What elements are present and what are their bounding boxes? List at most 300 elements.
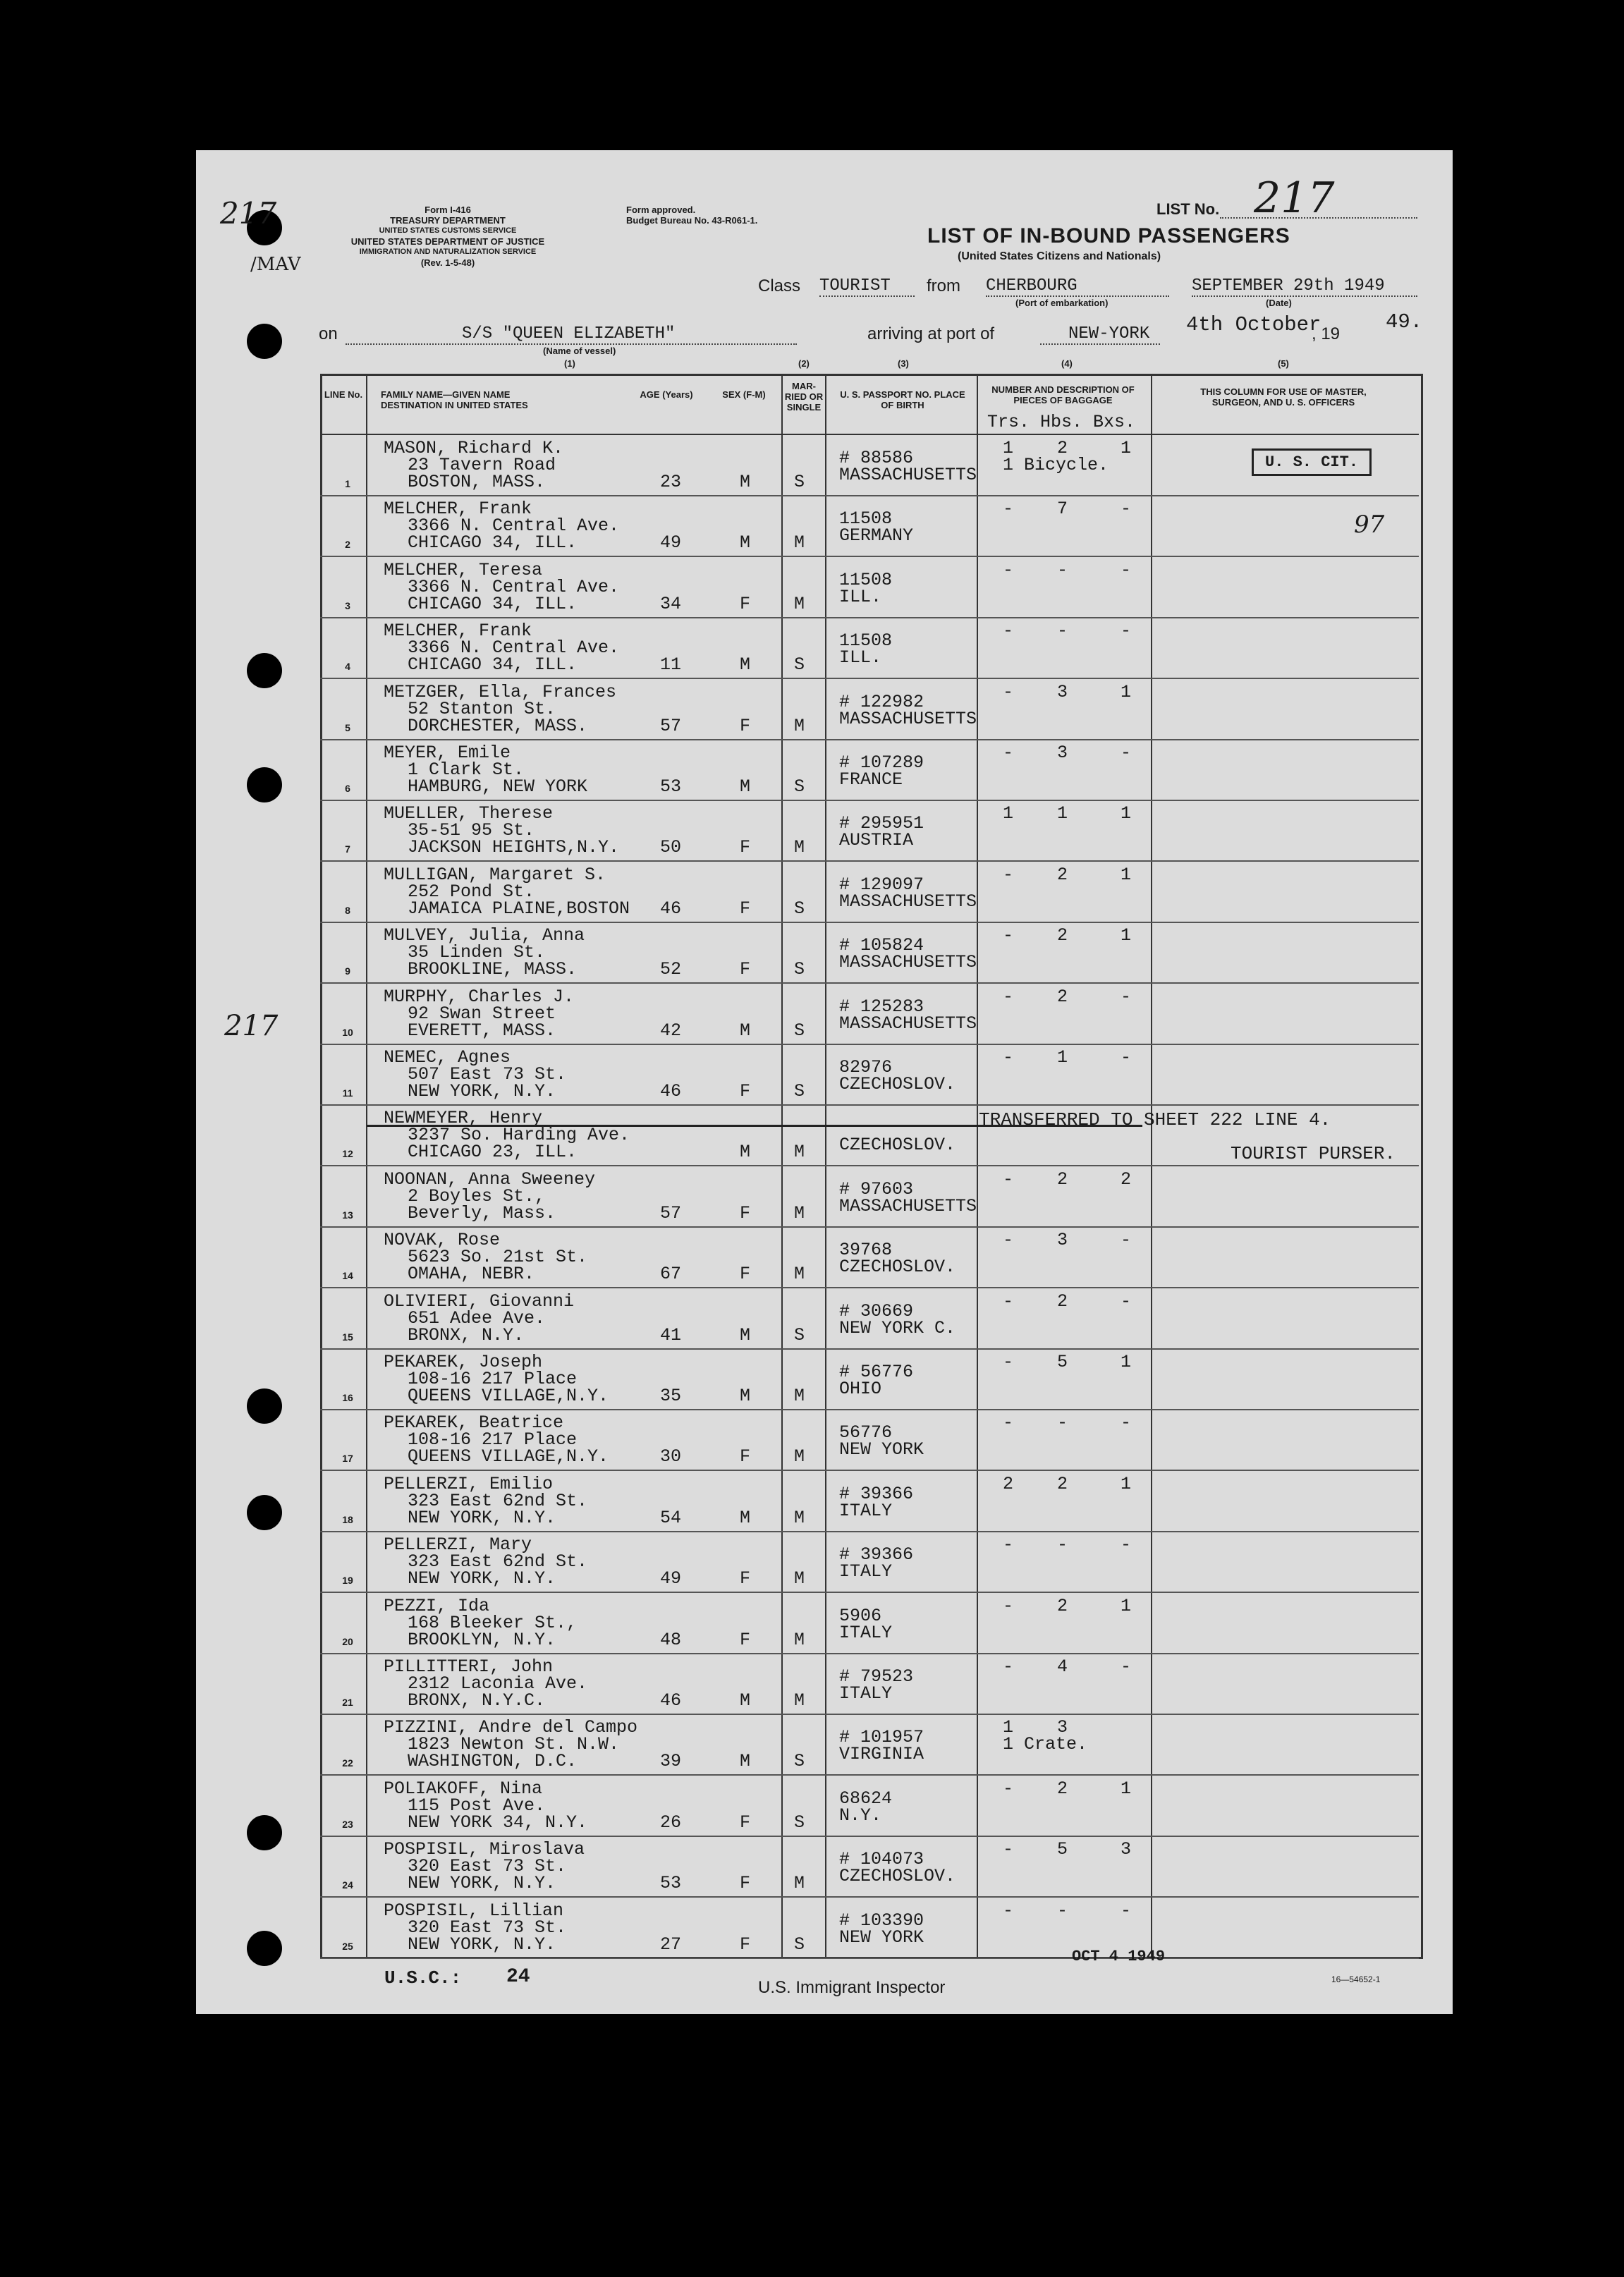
sex: M — [740, 654, 751, 675]
marital-status: M — [794, 1386, 805, 1406]
baggage-trunks: - — [1003, 560, 1014, 580]
marital-status: S — [794, 959, 805, 979]
birth-place: MASSACHUSETTS — [839, 891, 977, 912]
sex: M — [740, 1386, 751, 1406]
passenger-name: OLIVIERI, Giovanni — [384, 1291, 575, 1312]
birth-place: N.Y. — [839, 1805, 882, 1826]
passenger-name: PEKAREK, Beatrice — [384, 1412, 564, 1433]
passport-number: # 39366 — [839, 1544, 914, 1565]
age: 27 — [660, 1934, 682, 1955]
col-header-married: MAR-RIED OR SINGLE — [784, 381, 824, 413]
baggage-boxes: 2 — [1121, 1169, 1132, 1190]
row-divider — [320, 678, 1419, 679]
city-line: NEW YORK, N.Y. — [408, 1508, 556, 1528]
table-row — [320, 984, 1419, 1046]
table-row — [320, 1472, 1419, 1533]
sex: F — [740, 898, 751, 919]
line-number: 25 — [342, 1941, 353, 1952]
form-number: Form I-416 — [425, 204, 471, 215]
line-number: 23 — [342, 1819, 353, 1830]
city-line: QUEENS VILLAGE,N.Y. — [408, 1446, 609, 1467]
city-line: NEW YORK, N.Y. — [408, 1873, 556, 1893]
marital-status: S — [794, 1081, 805, 1101]
baggage-boxes: 1 — [1121, 438, 1132, 458]
baggage-boxes: 1 — [1121, 682, 1132, 702]
marital-status: S — [794, 1934, 805, 1955]
passenger-name: METZGER, Ella, Frances — [384, 682, 617, 702]
city-line: BRONX, N.Y. — [408, 1325, 525, 1345]
sex: M — [740, 1020, 751, 1041]
form-agency-block — [331, 204, 564, 268]
passenger-name: MEYER, Emile — [384, 743, 511, 763]
table-row — [320, 1715, 1419, 1776]
baggage-trunks: - — [1003, 1839, 1014, 1860]
line-number: 1 — [345, 478, 350, 489]
treasury-dept: TREASURY DEPARTMENT — [390, 215, 506, 226]
passenger-name: PEKAREK, Joseph — [384, 1352, 543, 1372]
sex: F — [740, 1630, 751, 1650]
birth-place: VIRGINIA — [839, 1744, 924, 1764]
line-number: 21 — [342, 1697, 353, 1708]
baggage-handbags: 1 — [1057, 803, 1068, 824]
sex: F — [740, 1812, 751, 1833]
address-line: 35 Linden St. — [408, 942, 546, 963]
row-divider — [320, 982, 1419, 984]
city-line: NEW YORK, N.Y. — [408, 1934, 556, 1955]
marital-status: S — [794, 1812, 805, 1833]
baggage-trunks: - — [1003, 1778, 1014, 1799]
approval-block: Form approved. Budget Bureau No. 43-R061-1. — [626, 204, 758, 226]
birth-place: CZECHOSLOV. — [839, 1257, 956, 1277]
baggage-handbags: 2 — [1057, 1778, 1068, 1799]
baggage-boxes: - — [1121, 1900, 1132, 1921]
passport-number: # 105824 — [839, 935, 924, 956]
arrival-port: NEW-YORK — [1040, 324, 1160, 345]
passport-number: # 295951 — [839, 813, 924, 834]
col-number-3: (3) — [898, 358, 909, 369]
age: 53 — [660, 776, 682, 797]
passenger-name: PELLERZI, Emilio — [384, 1474, 554, 1494]
table-row — [320, 680, 1419, 741]
address-line: 5623 So. 21st St. — [408, 1247, 588, 1267]
passport-number: # 107289 — [839, 752, 924, 773]
city-line: OMAHA, NEBR. — [408, 1264, 535, 1284]
marital-status: M — [794, 1203, 805, 1223]
table-row — [320, 1594, 1419, 1655]
baggage-trunks: - — [1003, 621, 1014, 641]
birth-place: MASSACHUSETTS — [839, 952, 977, 972]
address-line: 320 East 73 St. — [408, 1917, 567, 1938]
arriving-label: arriving at port of — [867, 324, 995, 343]
age: 34 — [660, 594, 682, 614]
sex: F — [740, 959, 751, 979]
passport-number: 11508 — [839, 630, 893, 651]
age: 23 — [660, 472, 682, 492]
table-row — [320, 1167, 1419, 1228]
line-number: 15 — [342, 1331, 353, 1343]
passenger-name: MURPHY, Charles J. — [384, 987, 575, 1007]
age: 35 — [660, 1386, 682, 1406]
baggage-trunks: - — [1003, 1534, 1014, 1555]
inspection-date-stamp: OCT 4 1949 — [1072, 1948, 1166, 1965]
line-number: 22 — [342, 1757, 353, 1769]
table-row — [320, 436, 1419, 497]
city-line: BOSTON, MASS. — [408, 472, 546, 492]
list-no-label: LIST No. — [1156, 200, 1220, 218]
passenger-name: MULVEY, Julia, Anna — [384, 925, 585, 946]
usc-label: U.S.C.: — [384, 1967, 462, 1989]
page-subtitle: (United States Citizens and Nationals) — [958, 250, 1161, 262]
age: 46 — [660, 1690, 682, 1711]
baggage-boxes: 3 — [1121, 1839, 1132, 1860]
page-title: LIST OF IN-BOUND PASSENGERS — [927, 224, 1290, 248]
passenger-name: MELCHER, Teresa — [384, 560, 543, 580]
usc-count: 24 — [506, 1966, 530, 1988]
passenger-name: PELLERZI, Mary — [384, 1534, 532, 1555]
age: 46 — [660, 1081, 682, 1101]
address-line: 320 East 73 St. — [408, 1856, 567, 1876]
revision: (Rev. 1-5-48) — [420, 257, 475, 268]
baggage-boxes: 1 — [1121, 1596, 1132, 1616]
address-line: 1823 Newton St. N.W. — [408, 1734, 620, 1754]
line-number: 10 — [342, 1027, 353, 1038]
birth-place: MASSACHUSETTS — [839, 1196, 977, 1216]
list-no-value: 217 — [1254, 173, 1335, 223]
address-line: 323 East 62nd St. — [408, 1491, 588, 1511]
marital-status: M — [794, 1264, 805, 1284]
sex: F — [740, 1873, 751, 1893]
address-line: 2 Boyles St., — [408, 1186, 546, 1207]
baggage-boxes: 1 — [1121, 1474, 1132, 1494]
baggage-trunks: - — [1003, 925, 1014, 946]
baggage-handbags: 5 — [1057, 1839, 1068, 1860]
passport-number: # 39366 — [839, 1484, 914, 1504]
city-line: JAMAICA PLAINE,BOSTON — [408, 898, 630, 919]
birth-place: MASSACHUSETTS — [839, 1013, 977, 1034]
passport-number: 82976 — [839, 1057, 893, 1078]
marital-status: S — [794, 1020, 805, 1041]
row-divider — [320, 556, 1419, 557]
age: 50 — [660, 837, 682, 857]
address-line: 3366 N. Central Ave. — [408, 515, 620, 536]
sex: M — [740, 532, 751, 553]
baggage-handbags: 2 — [1057, 987, 1068, 1007]
passenger-name: MULLIGAN, Margaret S. — [384, 865, 606, 885]
on-label: on — [319, 324, 338, 343]
line-number: 20 — [342, 1636, 353, 1647]
city-line: NEW YORK, N.Y. — [408, 1568, 556, 1589]
arrival-year-prefix: , 19 — [1312, 324, 1341, 343]
line-number: 18 — [342, 1514, 353, 1525]
marital-status: M — [794, 716, 805, 736]
class-label: Class — [758, 276, 801, 295]
col-header-age: AGE (Years) — [640, 389, 693, 400]
baggage-trunks: - — [1003, 1352, 1014, 1372]
col-header-officers: THIS COLUMN FOR USE OF MASTER, SURGEON, AND U. S. OFFICERS — [1200, 386, 1367, 408]
birth-place: CZECHOSLOV. — [839, 1135, 956, 1155]
baggage-handbags: 2 — [1057, 1474, 1068, 1494]
address-line: 507 East 73 St. — [408, 1064, 567, 1085]
punch-hole — [247, 1931, 282, 1966]
line-number: 8 — [345, 905, 350, 916]
table-row — [320, 1654, 1419, 1716]
passenger-name: POSPISIL, Lillian — [384, 1900, 564, 1921]
age: 11 — [660, 654, 682, 675]
table-row — [320, 1837, 1419, 1898]
baggage-extra: 1 Bicycle. — [1003, 455, 1109, 475]
birth-place: ITALY — [839, 1561, 893, 1582]
margin-list-number-2: 217 — [224, 1010, 279, 1042]
address-line: 35-51 95 St. — [408, 820, 535, 841]
sex: F — [740, 716, 751, 736]
baggage-handbags: - — [1057, 1900, 1068, 1921]
baggage-handbags: 2 — [1057, 1169, 1068, 1190]
passenger-name: MASON, Richard K. — [384, 438, 564, 458]
baggage-trunks: - — [1003, 743, 1014, 763]
city-line: DORCHESTER, MASS. — [408, 716, 588, 736]
baggage-boxes: - — [1121, 560, 1132, 580]
table-row — [320, 923, 1419, 984]
sex: M — [740, 1690, 751, 1711]
marital-status: M — [794, 594, 805, 614]
birth-place: OHIO — [839, 1379, 882, 1399]
age: 41 — [660, 1325, 682, 1345]
col-header-sex: SEX (F-M) — [722, 389, 766, 400]
city-line: BROOKLYN, N.Y. — [408, 1630, 556, 1650]
baggage-handbags: 5 — [1057, 1352, 1068, 1372]
date-caption: (Date) — [1266, 298, 1292, 308]
age: 57 — [660, 716, 682, 736]
table-row — [320, 862, 1419, 924]
baggage-handbags: 2 — [1057, 1596, 1068, 1616]
passenger-name: NOVAK, Rose — [384, 1230, 501, 1250]
justice-dept: UNITED STATES DEPARTMENT OF JUSTICE — [350, 236, 545, 247]
address-line: 108-16 217 Place — [408, 1429, 578, 1450]
address-line: 168 Bleeker St., — [408, 1613, 578, 1633]
passport-number: # 56776 — [839, 1362, 914, 1382]
age: 57 — [660, 1203, 682, 1223]
arrival-year: 49. — [1386, 310, 1423, 334]
marital-status: M — [794, 532, 805, 553]
table-row — [320, 1045, 1419, 1106]
city-line: CHICAGO 34, ILL. — [408, 594, 578, 614]
vessel-name: S/S "QUEEN ELIZABETH" — [346, 324, 797, 345]
table-row — [320, 1410, 1419, 1472]
address-line: 3237 So. Harding Ave. — [408, 1125, 630, 1145]
city-line: EVERETT, MASS. — [408, 1020, 556, 1041]
baggage-boxes: 1 — [1121, 1778, 1132, 1799]
passport-number: 11508 — [839, 508, 893, 529]
margin-list-number: 217 — [220, 196, 277, 231]
customs-service: UNITED STATES CUSTOMS SERVICE — [379, 226, 517, 235]
passport-number: # 104073 — [839, 1849, 924, 1869]
sex: F — [740, 1081, 751, 1101]
age: 53 — [660, 1873, 682, 1893]
baggage-trunks: - — [1003, 1596, 1014, 1616]
line-number: 14 — [342, 1270, 353, 1281]
from-label: from — [927, 276, 960, 295]
passenger-name: POLIAKOFF, Nina — [384, 1778, 543, 1799]
birth-place: ILL. — [839, 647, 882, 668]
baggage-trunks: - — [1003, 1169, 1014, 1190]
address-line: 2312 Laconia Ave. — [408, 1673, 588, 1694]
age: 48 — [660, 1630, 682, 1650]
line-number: 7 — [345, 843, 350, 855]
baggage-boxes: - — [1121, 743, 1132, 763]
passport-number: # 125283 — [839, 996, 924, 1017]
row-divider — [320, 1592, 1419, 1593]
address-line: 3366 N. Central Ave. — [408, 577, 620, 597]
line-number: 5 — [345, 722, 350, 733]
age: 49 — [660, 1568, 682, 1589]
baggage-boxes: - — [1121, 1291, 1132, 1312]
passport-number: 5906 — [839, 1606, 882, 1626]
birth-place: ITALY — [839, 1623, 893, 1643]
baggage-handbags: 3 — [1057, 1230, 1068, 1250]
row-divider — [320, 1287, 1419, 1288]
baggage-trunks: - — [1003, 1291, 1014, 1312]
arrival-date: 4th October — [1186, 313, 1321, 336]
baggage-handbags: 2 — [1057, 1291, 1068, 1312]
baggage-handbags: 4 — [1057, 1656, 1068, 1677]
baggage-handbags: 2 — [1057, 925, 1068, 946]
sex: F — [740, 594, 751, 614]
age: 39 — [660, 1751, 682, 1771]
port-caption: (Port of embarkation) — [1015, 298, 1109, 308]
passport-number: # 30669 — [839, 1301, 914, 1321]
baggage-handbags: 7 — [1057, 499, 1068, 519]
city-line: CHICAGO 23, ILL. — [408, 1142, 578, 1162]
passport-number: # 122982 — [839, 692, 924, 712]
birth-place: ITALY — [839, 1501, 893, 1521]
baggage-boxes: 1 — [1121, 803, 1132, 824]
baggage-trunks: 1 — [1003, 438, 1014, 458]
passenger-name: MELCHER, Frank — [384, 499, 532, 519]
city-line: NEW YORK, N.Y. — [408, 1081, 556, 1101]
passenger-name: PIZZINI, Andre del Campo — [384, 1717, 638, 1738]
birth-place: ITALY — [839, 1683, 893, 1704]
marital-status: M — [794, 837, 805, 857]
line-number: 4 — [345, 661, 350, 672]
baggage-handbags: - — [1057, 560, 1068, 580]
punch-hole — [247, 324, 282, 359]
col-header-line: LINE No. — [324, 389, 363, 400]
baggage-trunks: - — [1003, 682, 1014, 702]
marital-status: S — [794, 1325, 805, 1345]
birth-place: MASSACHUSETTS — [839, 465, 977, 485]
baggage-boxes: - — [1121, 1412, 1132, 1433]
table-row — [320, 1776, 1419, 1838]
line-number: 6 — [345, 783, 350, 794]
row-divider — [320, 1774, 1419, 1776]
age: 26 — [660, 1812, 682, 1833]
baggage-boxes: 1 — [1121, 865, 1132, 885]
baggage-trunks: - — [1003, 1047, 1014, 1068]
col-number-2: (2) — [798, 358, 810, 369]
table-row — [320, 1289, 1419, 1350]
baggage-trunks: 1 — [1003, 1717, 1014, 1738]
marital-status: S — [794, 1751, 805, 1771]
baggage-handbags: - — [1057, 1412, 1068, 1433]
passport-number: # 79523 — [839, 1666, 914, 1687]
marital-status: M — [794, 1508, 805, 1528]
sex: M — [740, 472, 751, 492]
age: 54 — [660, 1508, 682, 1528]
sex: F — [740, 1568, 751, 1589]
city-line: Beverly, Mass. — [408, 1203, 556, 1223]
table-row — [320, 1532, 1419, 1594]
baggage-boxes: - — [1121, 1047, 1132, 1068]
sex: M — [740, 1751, 751, 1771]
marital-status: M — [794, 1873, 805, 1893]
address-line: 108-16 217 Place — [408, 1369, 578, 1389]
punch-hole — [247, 1815, 282, 1850]
passenger-name: NEWMEYER, Henry — [384, 1108, 543, 1128]
age: 52 — [660, 959, 682, 979]
sex: M — [740, 776, 751, 797]
class-value: TOURIST — [819, 276, 915, 297]
baggage-handbags: 2 — [1057, 438, 1068, 458]
line-number: 11 — [342, 1087, 353, 1099]
birth-place: GERMANY — [839, 525, 914, 546]
sex: M — [740, 1325, 751, 1345]
sex: F — [740, 1446, 751, 1467]
baggage-boxes: 1 — [1121, 1352, 1132, 1372]
city-line: CHICAGO 34, ILL. — [408, 654, 578, 675]
line-number: 17 — [342, 1453, 353, 1464]
strike-through-line — [367, 1125, 1142, 1127]
header-rule — [320, 434, 1419, 435]
birth-place: NEW YORK — [839, 1439, 924, 1460]
table-row — [320, 1898, 1419, 1960]
city-line: WASHINGTON, D.C. — [408, 1751, 578, 1771]
line-number: 2 — [345, 539, 350, 550]
city-line: BRONX, N.Y.C. — [408, 1690, 546, 1711]
us-citizen-stamp: U. S. CIT. — [1252, 448, 1372, 476]
address-line: 3366 N. Central Ave. — [408, 637, 620, 658]
address-line: 23 Tavern Road — [408, 455, 556, 475]
passenger-name: MELCHER, Frank — [384, 621, 532, 641]
ins-service: IMMIGRATION AND NATURALIZATION SERVICE — [359, 248, 537, 256]
line-number: 16 — [342, 1392, 353, 1403]
address-line: 52 Stanton St. — [408, 699, 556, 719]
age: 49 — [660, 532, 682, 553]
row-divider — [320, 1896, 1419, 1898]
margin-initials: /MAV — [250, 254, 301, 275]
line-number: 12 — [342, 1148, 353, 1159]
table-row — [320, 801, 1419, 862]
passport-number: 11508 — [839, 570, 893, 590]
table-row — [320, 740, 1419, 802]
embark-date: SEPTEMBER 29th 1949 — [1192, 276, 1417, 297]
passenger-name: NEMEC, Agnes — [384, 1047, 511, 1068]
passport-number: # 101957 — [839, 1727, 924, 1747]
baggage-extra: 1 Crate. — [1003, 1734, 1088, 1754]
line-number: 13 — [342, 1209, 353, 1221]
row-divider — [320, 1470, 1419, 1471]
line-number: 3 — [345, 600, 350, 611]
baggage-handbags: 1 — [1057, 1047, 1068, 1068]
baggage-handbags: - — [1057, 621, 1068, 641]
marital-status: M — [794, 1690, 805, 1711]
baggage-subheader: Trs. Hbs. Bxs. — [987, 412, 1136, 432]
baggage-handbags: 2 — [1057, 865, 1068, 885]
table-row — [320, 496, 1419, 558]
embark-port: CHERBOURG — [986, 276, 1169, 297]
city-line: CHICAGO 34, ILL. — [408, 532, 578, 553]
officer-annotation: 97 — [1354, 511, 1385, 539]
row-divider — [320, 1165, 1419, 1166]
